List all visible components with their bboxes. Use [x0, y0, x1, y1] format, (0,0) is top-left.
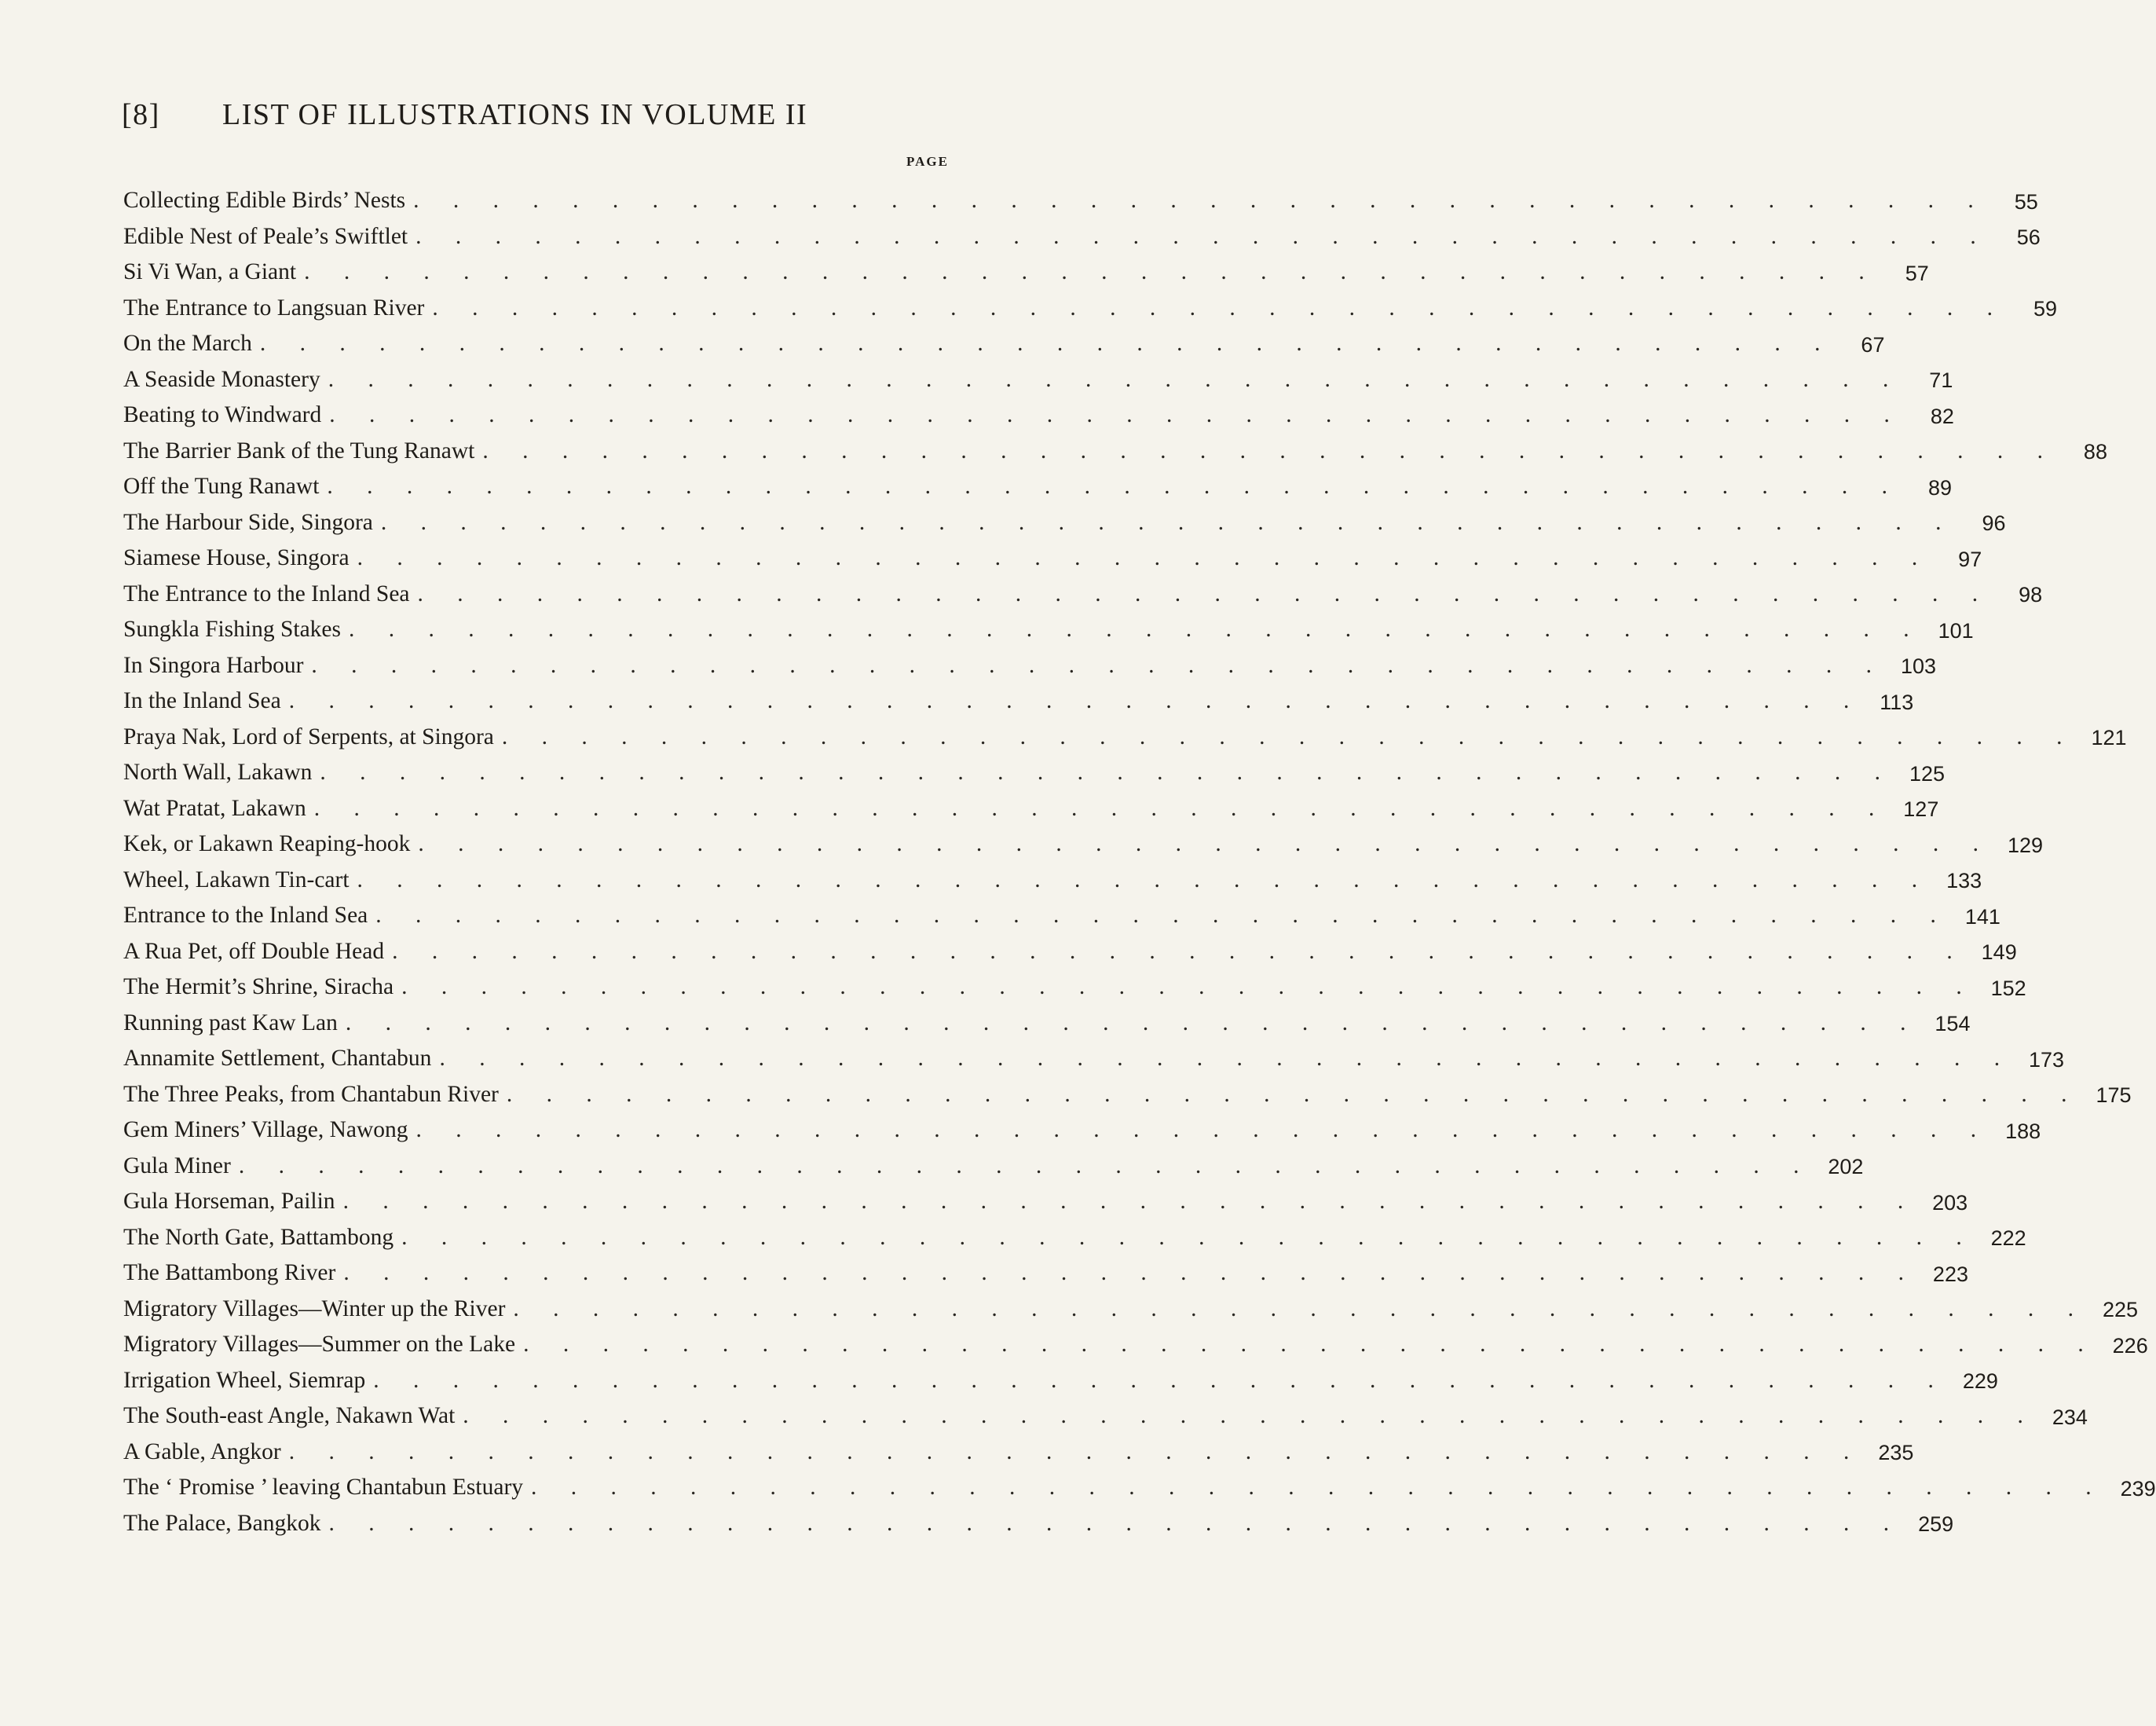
dot-leader: . . . . . . . . . . . . . . . . . . . . . . . . . . . . . . . . . . . . . . . .: [329, 402, 1904, 427]
list-item: [123, 356, 1953, 392]
illustration-title: A Gable, Angkor: [123, 1438, 281, 1464]
illustration-title: A Rua Pet, off Double Head: [123, 938, 385, 964]
list-item: [123, 320, 1885, 357]
list-item: [123, 391, 1954, 428]
illustration-title: Gem Miners’ Village, Nawong: [123, 1117, 408, 1142]
list-item: [123, 642, 1937, 678]
illustration-page-number: 57: [1905, 261, 1929, 285]
illustration-title: Sungkla Fishing Stakes: [123, 617, 341, 642]
illustration-page-number: 59: [2033, 297, 2057, 321]
header-title: LIST OF ILLUSTRATIONS IN VOLUME II: [222, 98, 808, 131]
illustration-page-number: 56: [2016, 225, 2041, 249]
list-item: [123, 1428, 1914, 1464]
illustration-title: The Entrance to the Inland Sea: [123, 581, 410, 606]
illustration-title: Annamite Settlement, Chantabun: [123, 1046, 432, 1071]
dot-leader: . . . . . . . . . . . . . . . . . . . . . . . . . . . . . . . . . . . . . . . .: [288, 688, 1864, 713]
dot-leader: . . . . . . . . . . . . . . . . . . . . . . . . . . . . . . . . . . . . . . . .: [375, 903, 1950, 928]
illustration-title: The Three Peaks, from Chantabun River: [123, 1081, 499, 1107]
list-item: [123, 1357, 1998, 1393]
illustration-page-number: 226: [2112, 1333, 2148, 1358]
illustration-page-number: 234: [2052, 1405, 2088, 1429]
list-item: [123, 570, 2043, 606]
illustration-page-number: 229: [1962, 1369, 1998, 1393]
dot-leader: . . . . . . . . . . . . . . . . . . . . . . . . . . . . . . . . . . . . . . . .: [401, 974, 1976, 999]
illustration-page-number: 103: [1900, 654, 1937, 678]
illustration-page-number: 82: [1930, 404, 1954, 428]
list-item: [123, 1249, 1968, 1286]
list-item: [123, 713, 2127, 749]
list-item: [123, 427, 2107, 464]
list-item: [123, 1214, 2026, 1250]
dot-leader: . . . . . . . . . . . . . . . . . . . . . . . . . . . . . . . . . . . . . . . .: [327, 474, 1902, 499]
illustration-title: Siamese House, Singora: [123, 545, 350, 570]
illustration-page-number: 149: [1981, 940, 2017, 964]
illustration-title: Beating to Windward: [123, 402, 322, 427]
illustration-page-number: 101: [1938, 618, 1974, 643]
illustration-page-number: 152: [1990, 976, 2026, 1000]
illustration-list: [123, 177, 2156, 1536]
list-item: [123, 1321, 2148, 1358]
illustration-title: The Hermit’s Shrine, Siracha: [123, 974, 394, 999]
dot-leader: . . . . . . . . . . . . . . . . . . . . . . . . . . . . . . . . . . . . . . . .: [259, 331, 1835, 356]
dot-leader: . . . . . . . . . . . . . . . . . . . . . . . . . . . . . . . . . . . . . . . .: [501, 724, 2077, 749]
illustration-page-number: 188: [2005, 1119, 2041, 1143]
dot-leader: . . . . . . . . . . . . . . . . . . . . . . . . . . . . . . . . . . . . . . . .: [328, 1510, 1904, 1536]
dot-leader: . . . . . . . . . . . . . . . . . . . . . . . . . . . . . . . . . . . . . . . .: [417, 581, 1993, 606]
illustration-page-number: 141: [1964, 904, 2000, 929]
dot-leader: . . . . . . . . . . . . . . . . . . . . . . . . . . . . . . . . . . . . . . . .: [392, 938, 1967, 964]
illustration-title: A Seaside Monastery: [123, 366, 320, 392]
illustration-page-number: 222: [1990, 1226, 2026, 1250]
illustration-title: In Singora Harbour: [123, 652, 304, 678]
header-page-number: [8]: [122, 98, 160, 131]
dot-leader: . . . . . . . . . . . . . . . . . . . . . . . . . . . . . . . . . . . . . . . .: [349, 617, 1924, 642]
illustration-title: The South-east Angle, Nakawn Wat: [123, 1403, 456, 1428]
illustration-page-number: 129: [2007, 833, 2043, 857]
list-item: [123, 1500, 1954, 1536]
illustration-title: North Wall, Lakawn: [123, 760, 313, 785]
illustration-page-number: 98: [2019, 583, 2043, 606]
illustration-page-number: 154: [1935, 1012, 1971, 1035]
list-item: [123, 284, 2057, 321]
illustration-page-number: 113: [1880, 690, 1914, 714]
list-item: [123, 749, 1946, 786]
illustration-title: Edible Nest of Peale’s Swiftlet: [123, 223, 408, 249]
illustration-page-number: 225: [2102, 1298, 2139, 1321]
list-item: [123, 999, 1971, 1035]
list-item: [123, 1285, 2139, 1321]
illustration-page-number: 121: [2091, 726, 2127, 749]
illustration-title: Off the Tung Ranawt: [123, 474, 320, 499]
illustration-page-number: 125: [1909, 761, 1946, 786]
illustration-page-number: 127: [1903, 797, 1939, 821]
illustration-title: Si Vi Wan, a Giant: [123, 259, 297, 284]
list-item: [123, 1392, 2088, 1429]
illustration-title: The Harbour Side, Singora: [123, 509, 373, 535]
illustration-title: The Battambong River: [123, 1260, 336, 1285]
dot-leader: . . . . . . . . . . . . . . . . . . . . . . . . . . . . . . . . . . . . . . . .: [288, 1438, 1864, 1464]
illustration-title: Wat Pratat, Lakawn: [123, 795, 306, 821]
illustration-title: Gula Miner: [123, 1152, 231, 1178]
illustration-title: On the March: [123, 331, 252, 356]
illustration-title: The North Gate, Battambong: [123, 1224, 394, 1250]
dot-leader: . . . . . . . . . . . . . . . . . . . . . . . . . . . . . . . . . . . . . . . .: [439, 1046, 2015, 1071]
list-item: [123, 785, 1939, 821]
dot-leader: . . . . . . . . . . . . . . . . . . . . . . . . . . . . . . . . . . . . . . . .: [238, 1152, 1814, 1178]
dot-leader: . . . . . . . . . . . . . . . . . . . . . . . . . . . . . . . . . . . . . . . .: [413, 188, 1988, 213]
illustration-title: The Palace, Bangkok: [123, 1510, 321, 1536]
illustration-title: Irrigation Wheel, Siemrap: [123, 1367, 366, 1393]
list-item: [123, 856, 1982, 892]
dot-leader: . . . . . . . . . . . . . . . . . . . . . . . . . . . . . . . . . . . . . . . .: [304, 259, 1879, 284]
illustration-title: Wheel, Lakawn Tin-cart: [123, 867, 350, 892]
list-item: [123, 928, 2017, 964]
dot-leader: . . . . . . . . . . . . . . . . . . . . . . . . . . . . . . . . . . . . . . . .: [482, 438, 2057, 464]
dot-leader: . . . . . . . . . . . . . . . . . . . . . . . . . . . . . . . . . . . . . . . .: [345, 1010, 1920, 1035]
illustration-page-number: 175: [2096, 1083, 2132, 1107]
list-item: [123, 177, 2038, 214]
illustration-title: The ‘ Promise ’ leaving Chantabun Estuary: [123, 1475, 524, 1500]
dot-leader: . . . . . . . . . . . . . . . . . . . . . . . . . . . . . . . . . . . . . . . .: [415, 1117, 1991, 1142]
dot-leader: . . . . . . . . . . . . . . . . . . . . . . . . . . . . . . . . . . . . . . . .: [343, 1260, 1918, 1285]
list-item: [123, 963, 2026, 1000]
dot-leader: . . . . . . . . . . . . . . . . . . . . . . . . . . . . . . . . . . . . . . . .: [380, 509, 1956, 535]
dot-leader: . . . . . . . . . . . . . . . . . . . . . . . . . . . . . . . . . . . . . . . .: [373, 1367, 1948, 1393]
dot-leader: . . . . . . . . . . . . . . . . . . . . . . . . . . . . . . . . . . . . . . . .: [357, 545, 1932, 570]
illustration-title: Running past Kaw Lan: [123, 1010, 338, 1035]
illustration-title: The Entrance to Langsuan River: [123, 295, 425, 321]
dot-leader: . . . . . . . . . . . . . . . . . . . . . . . . . . . . . . . . . . . . . . . .: [401, 1224, 1976, 1250]
illustration-page-number: 97: [1958, 547, 1982, 571]
illustration-page-number: 67: [1861, 332, 1885, 357]
list-item: [123, 677, 1914, 714]
illustration-page-number: 202: [1828, 1155, 1864, 1178]
dot-leader: . . . . . . . . . . . . . . . . . . . . . . . . . . . . . . . . . . . . . . . .: [313, 795, 1889, 821]
list-item: [123, 1142, 1864, 1178]
illustration-page-number: 203: [1932, 1190, 1968, 1215]
illustration-page-number: 173: [2029, 1047, 2065, 1072]
illustration-title: Entrance to the Inland Sea: [123, 903, 368, 928]
illustration-page-number: 96: [1982, 511, 2006, 535]
page-column-label: PAGE: [906, 154, 949, 169]
illustration-title: Praya Nak, Lord of Serpents, at Singora: [123, 724, 494, 749]
dot-leader: . . . . . . . . . . . . . . . . . . . . . . . . . . . . . . . . . . . . . . . .: [531, 1475, 2106, 1500]
dot-leader: . . . . . . . . . . . . . . . . . . . . . . . . . . . . . . . . . . . . . . . .: [320, 760, 1895, 785]
illustration-title: Migratory Villages—Summer on the Lake: [123, 1332, 516, 1357]
illustration-page-number: 235: [1878, 1441, 1914, 1464]
list-item: [123, 1464, 2156, 1501]
list-item: [123, 499, 2006, 535]
list-item: [123, 463, 1953, 500]
list-item: [123, 1106, 2041, 1143]
dot-leader: . . . . . . . . . . . . . . . . . . . . . . . . . . . . . . . . . . . . . . . .: [506, 1081, 2081, 1107]
list-item: [123, 248, 1929, 285]
dot-leader: . . . . . . . . . . . . . . . . . . . . . . . . . . . . . . . . . . . . . . . .: [328, 366, 1903, 392]
list-item: [123, 213, 2041, 249]
list-item: [123, 820, 2043, 857]
list-item: [123, 534, 1982, 571]
dot-leader: . . . . . . . . . . . . . . . . . . . . . . . . . . . . . . . . . . . . . . . .: [357, 867, 1932, 892]
dot-leader: . . . . . . . . . . . . . . . . . . . . . . . . . . . . . . . . . . . . . . . .: [415, 223, 1990, 249]
dot-leader: . . . . . . . . . . . . . . . . . . . . . . . . . . . . . . . . . . . . . . . .: [432, 295, 2007, 321]
dot-leader: . . . . . . . . . . . . . . . . . . . . . . . . . . . . . . . . . . . . . . . .: [342, 1189, 1918, 1214]
illustration-title: In the Inland Sea: [123, 688, 281, 713]
illustration-title: Migratory Villages—Winter up the River: [123, 1295, 506, 1321]
dot-leader: . . . . . . . . . . . . . . . . . . . . . . . . . . . . . . . . . . . . . . . .: [523, 1332, 2098, 1357]
illustration-page-number: 133: [1946, 869, 1982, 892]
illustration-page-number: 259: [1918, 1512, 1954, 1536]
list-item: [123, 892, 2000, 929]
running-header: [122, 97, 907, 132]
illustration-page-number: 239: [2120, 1476, 2156, 1501]
list-item: [123, 1178, 1968, 1215]
list-item: [123, 1035, 2065, 1072]
dot-leader: . . . . . . . . . . . . . . . . . . . . . . . . . . . . . . . . . . . . . . . .: [513, 1295, 2088, 1321]
dot-leader: . . . . . . . . . . . . . . . . . . . . . . . . . . . . . . . . . . . . . . . .: [463, 1403, 2037, 1428]
illustration-page-number: 89: [1927, 475, 1953, 500]
illustration-title: Collecting Edible Birds’ Nests: [123, 188, 406, 213]
illustration-page-number: 223: [1932, 1262, 1968, 1286]
dot-leader: . . . . . . . . . . . . . . . . . . . . . . . . . . . . . . . . . . . . . . . .: [311, 652, 1887, 678]
illustration-page-number: 88: [2083, 440, 2107, 464]
list-item: [123, 606, 1974, 643]
illustration-title: Gula Horseman, Pailin: [123, 1189, 335, 1214]
illustration-title: Kek, or Lakawn Reaping-hook: [123, 831, 411, 856]
illustration-page-number: 55: [2014, 189, 2038, 214]
illustration-page-number: 71: [1929, 368, 1953, 392]
dot-leader: . . . . . . . . . . . . . . . . . . . . . . . . . . . . . . . . . . . . . . . .: [418, 831, 1993, 856]
illustration-title: The Barrier Bank of the Tung Ranawt: [123, 438, 475, 464]
list-item: [123, 1071, 2132, 1107]
